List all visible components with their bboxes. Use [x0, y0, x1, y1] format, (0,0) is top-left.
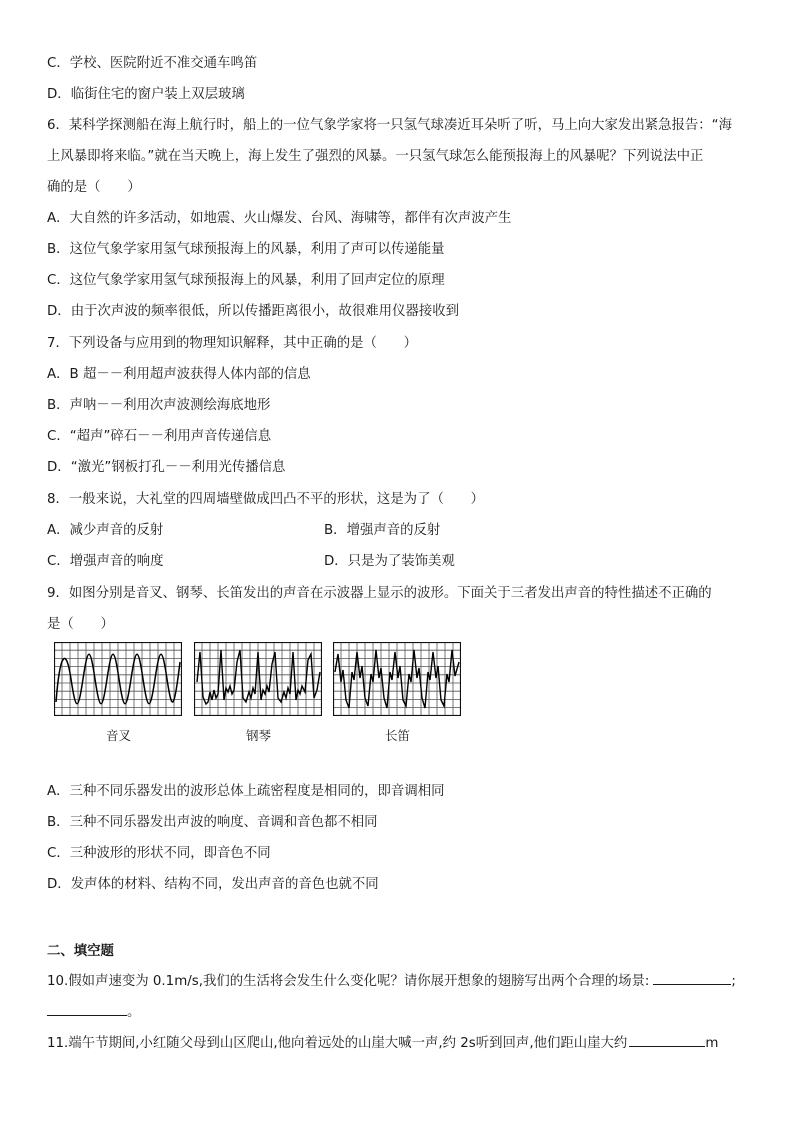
q6-option-a: A．大自然的许多活动，如地震、火山爆发、台风、海啸等，都伴有次声波产生 — [47, 211, 512, 226]
q7-option-c: C．“超声”碎石－－利用声音传递信息 — [47, 429, 272, 444]
piano-waveform — [194, 642, 322, 716]
q9-option-a: A．三种不同乐器发出的波形总体上疏密程度是相同的，即音调相同 — [47, 784, 445, 799]
flute-label: 长笛 — [385, 728, 411, 743]
q10-answer-blank-1[interactable] — [653, 970, 731, 985]
q6-stem-line1: 6．某科学探测船在海上航行时，船上的一位气象学家将一只氢气球凑近耳朵听了听，马上向大家发出紧急报告：“海 — [47, 118, 732, 133]
q9-option-b: B．三种不同乐器发出声波的响度、音调和音色都不相同 — [47, 815, 378, 830]
q11-answer-blank[interactable] — [629, 1032, 705, 1047]
q6-stem-line2: 上风暴即将来临。”就在当天晚上，海上发生了强烈的风暴。一只氢气球怎么能预报海上的风暴呢？下列说法中正 — [47, 149, 704, 164]
q7-option-d: D．“激光”钢板打孔－－利用光传播信息 — [47, 460, 286, 475]
tuning-fork-label: 音叉 — [106, 728, 132, 743]
q10-end: 。 — [127, 1005, 141, 1020]
q7-option-a: A．B 超－－利用超声波获得人体内部的信息 — [47, 367, 311, 382]
q8-option-a: A．减少声音的反射 — [47, 523, 164, 538]
q11-unit: m — [705, 1036, 719, 1051]
q10-second-line — [47, 1001, 140, 1023]
q6-option-c: C．这位气象学家用氢气球预报海上的风暴，利用了回声定位的原理 — [47, 273, 445, 288]
q11-stem — [47, 1032, 718, 1054]
q6-option-d: D．由于次声波的频率很低，所以传播距离很小，故很难用仪器接收到 — [47, 304, 460, 319]
flute-waveform — [333, 642, 461, 716]
q10-answer-blank-2[interactable] — [47, 1001, 127, 1016]
q6-option-b: B．这位气象学家用氢气球预报海上的风暴，利用了声可以传递能量 — [47, 242, 445, 257]
q8-option-d: D．只是为了装饰美观 — [324, 554, 455, 569]
q9-option-d: D．发声体的材料、结构不同，发出声音的音色也就不同 — [47, 877, 379, 892]
tuning-fork-waveform — [54, 642, 182, 716]
section-title: 二、填空题 — [47, 944, 114, 959]
q9-stem-line2: 是（ ） — [47, 617, 114, 632]
q8-option-b: B．增强声音的反射 — [324, 523, 441, 538]
q10-separator: ; — [731, 974, 736, 989]
q10-stem-text: 10.假如声速变为 0.1m/s,我们的生活将会发生什么变化呢？请你展开想象的翅膀写出两个合理的场景: — [47, 974, 650, 989]
q11-stem-text: 11.端午节期间,小红随父母到山区爬山,他向着远处的山崖大喊一声,约 2s听到回声,他们距山崖大约 — [47, 1036, 628, 1051]
q10-stem — [47, 970, 736, 992]
q6-stem-line3: 确的是（ ） — [47, 180, 141, 195]
q5-option-c: C．学校、医院附近不准交通车鸣笛 — [47, 56, 258, 71]
q7-option-b: B．声呐－－利用次声波测绘海底地形 — [47, 398, 271, 413]
q9-stem-line1: 9．如图分别是音叉、钢琴、长笛发出的声音在示波器上显示的波形。下面关于三者发出声音的特性描述不正确的 — [47, 586, 712, 601]
q7-stem: 7．下列设备与应用到的物理知识解释，其中正确的是（ ） — [47, 336, 418, 351]
q9-option-c: C．三种波形的形状不同，即音色不同 — [47, 846, 271, 861]
piano-label: 钢琴 — [246, 728, 272, 743]
q8-option-c: C．增强声音的响度 — [47, 554, 164, 569]
q8-stem: 8．一般来说，大礼堂的四周墙壁做成凹凸不平的形状，这是为了（ ） — [47, 492, 485, 507]
q5-option-d: D．临街住宅的窗户装上双层玻璃 — [47, 87, 245, 102]
